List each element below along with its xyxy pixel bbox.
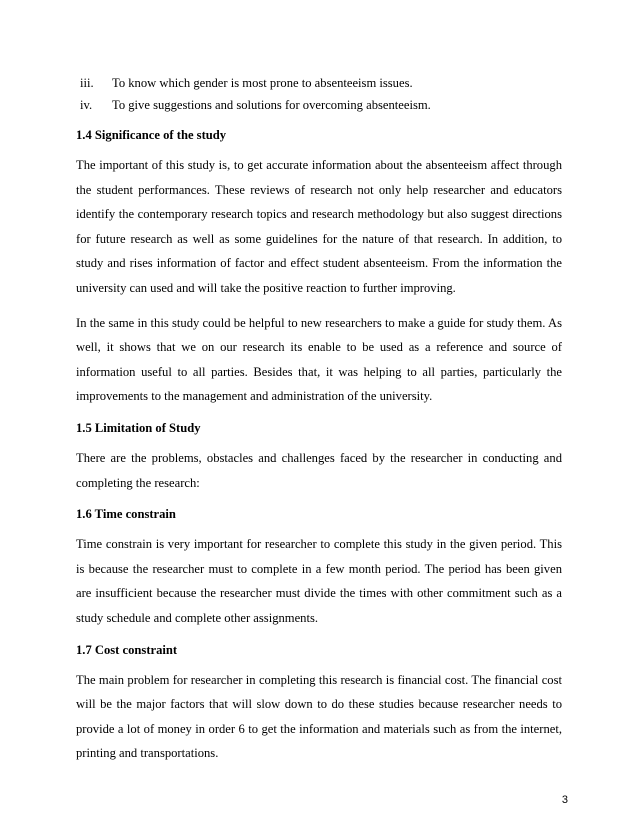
paragraph: The main problem for researcher in completing this research is financial cost. The financial cost will be the major factors that will slow down to do these studies because researcher needs to provide a lot of money in order 6 to get the information and materials such as from the internet, printing and transportations. xyxy=(76,672,562,761)
list-item-text: To know which gender is most prone to absenteeism issues. xyxy=(112,76,413,90)
paragraph: Time constrain is very important for researcher to complete this study in the given period. This is because the researcher must to complete in a few month period. The period has been given are insufficient because the researcher must divide the times with other commitment such as a study schedule and complete other assignments. xyxy=(76,537,562,625)
list-item-number: iv. xyxy=(80,98,93,112)
page-number: 3 xyxy=(561,794,568,806)
list-item xyxy=(80,72,570,94)
objectives-list xyxy=(80,72,570,116)
paragraph: In the same in this study could be helpful to new researchers to make a guide for study them. As well, it shows that we on our research its enable to be used as a reference and source of information useful to all parties. Besides that, it was helping to all parties, particularly the improvements to the management and administration of the university. xyxy=(76,315,562,404)
list-item-number: iii. xyxy=(80,76,94,90)
paragraph: There are the problems, obstacles and challenges faced by the researcher in conducting and completing the research: xyxy=(76,450,562,490)
section-heading-significance: 1.4 Significance of the study xyxy=(76,128,227,142)
list-item-text: To give suggestions and solutions for overcoming absenteeism. xyxy=(112,98,431,112)
document-body xyxy=(76,126,562,776)
section-heading-cost-constraint: 1.7 Cost constraint xyxy=(76,642,178,657)
section-heading-time-constrain: 1.6 Time constrain xyxy=(76,507,176,522)
paragraph: The important of this study is, to get accurate information about the absenteeism affect through the student performances. These reviews of research not only help researcher and educators identify the contemporary research topics and research methodology but also suggest directions for future research as well as some guidelines for the nature of that research. In addition, to study and rises information of factor and effect student absenteeism. From the information the university can used and will take the positive reaction to further improving. xyxy=(76,158,562,295)
section-heading-limitation: 1.5 Limitation of Study xyxy=(76,420,201,435)
list-item xyxy=(80,94,570,116)
